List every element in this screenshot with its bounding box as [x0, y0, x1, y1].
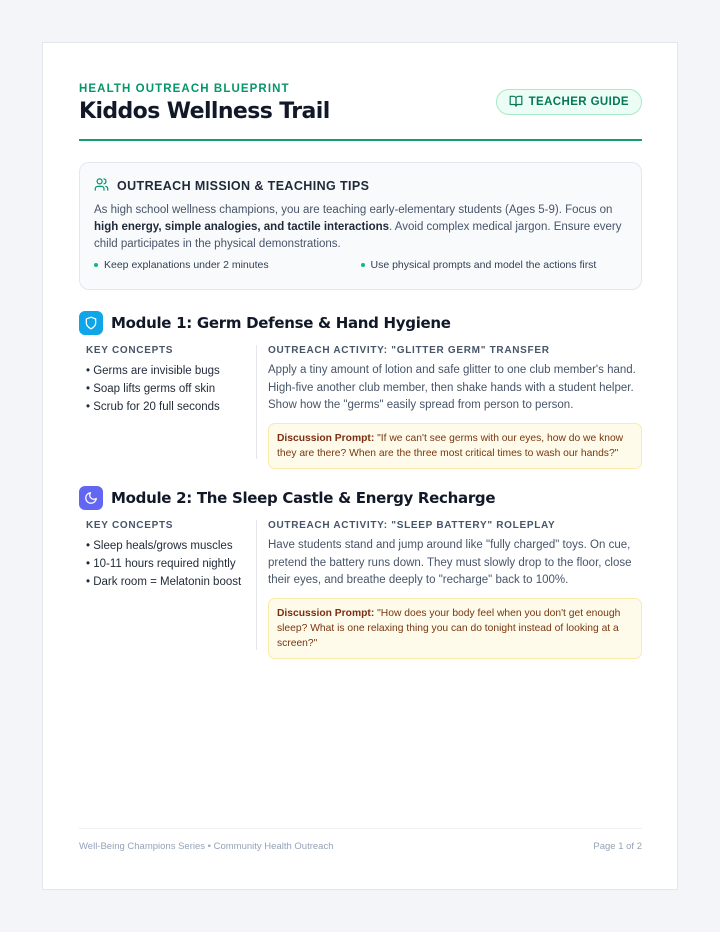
discussion-prompt: [268, 598, 642, 659]
teacher-guide-badge[interactable]: [496, 89, 642, 115]
list-item: • 10-11 hours required nightly: [86, 558, 236, 570]
list-item: • Germs are invisible bugs: [86, 365, 220, 377]
page-title: Kiddos Wellness Trail: [79, 99, 330, 124]
concepts-list: [86, 537, 256, 591]
activity-text: Have students stand and jump around like "fully charged" toys. On cue, pretend the battery runs down. They must slowly drop to the floor, close their eyes, and breathe deeply to "recharge" back to 100%.: [268, 539, 632, 586]
header-divider: [79, 139, 642, 141]
mission-title: OUTREACH MISSION & TEACHING TIPS: [117, 179, 370, 193]
prompt-text: "If we can't see germs with our eyes, how do we know they are there? When are the three most critical times to wash our hands?": [277, 432, 624, 459]
footer-series: Well-Being Champions Series • Community Health Outreach: [79, 841, 334, 852]
prompt-label: Discussion Prompt:: [277, 607, 375, 619]
page-footer: [79, 841, 642, 852]
list-item: • Sleep heals/grows muscles: [86, 540, 233, 552]
concepts-label: KEY CONCEPTS: [86, 520, 174, 531]
document-page: [42, 42, 678, 890]
tips-list: [94, 259, 627, 271]
mission-text-emphasis: high energy, simple analogies, and tactile interactions: [94, 221, 390, 233]
eyebrow-label: HEALTH OUTREACH BLUEPRINT: [79, 83, 290, 95]
activity-column: [257, 520, 642, 659]
module-title: Module 1: Germ Defense & Hand Hygiene: [111, 314, 451, 332]
key-concepts: [79, 345, 257, 459]
list-item: • Dark room = Melatonin boost: [86, 576, 242, 588]
tip-item: [361, 259, 628, 271]
mission-text: [94, 202, 627, 253]
module-title: Module 2: The Sleep Castle & Energy Recharge: [111, 489, 496, 507]
module-heading: [79, 311, 642, 335]
book-icon: [509, 94, 523, 111]
mission-text-part: As high school wellness champions, you are teaching early-elementary students (Ages 5-9). Focus on: [94, 204, 613, 216]
mission-text-part: . Avoid complex medical jargon. Ensure every child participates in the physical demonstrations.: [94, 221, 622, 250]
mission-panel: [79, 162, 642, 290]
tip-item: [94, 259, 361, 271]
footer-divider: [79, 828, 642, 829]
concepts-list: [86, 362, 256, 416]
activity-column: [257, 345, 642, 469]
module-1: [79, 311, 642, 469]
list-item: • Soap lifts germs off skin: [86, 383, 216, 395]
key-concepts: [79, 520, 257, 650]
moon-icon: [79, 486, 103, 510]
mission-heading: [94, 177, 627, 195]
bullet-dot: [361, 263, 365, 267]
activity-label: OUTREACH ACTIVITY: "SLEEP BATTERY" ROLEPLAY: [268, 520, 556, 531]
bullet-dot: [94, 263, 98, 267]
teacher-guide-label: TEACHER GUIDE: [528, 96, 629, 108]
activity-label: OUTREACH ACTIVITY: "GLITTER GERM" TRANSFER: [268, 345, 550, 356]
page-header: [79, 83, 642, 124]
page-number: Page 1 of 2: [593, 841, 642, 852]
list-item: • Scrub for 20 full seconds: [86, 401, 220, 413]
module-body: [79, 345, 642, 469]
module-2: [79, 486, 642, 659]
users-icon: [94, 177, 109, 195]
module-body: [79, 520, 642, 659]
shield-icon: [79, 311, 103, 335]
prompt-label: Discussion Prompt:: [277, 432, 375, 444]
discussion-prompt: [268, 423, 642, 469]
tip-text: Keep explanations under 2 minutes: [104, 259, 269, 271]
activity-text: Apply a tiny amount of lotion and safe glitter to one club member's hand. High-five another club member, then shake hands with a student helper. Show how the "germs" easily spread from person to person.: [268, 364, 636, 411]
module-heading: [79, 486, 642, 510]
concepts-label: KEY CONCEPTS: [86, 345, 174, 356]
prompt-text: "How does your body feel when you don't get enough sleep? What is one relaxing thing you can do tonight instead of looking at a screen?": [277, 607, 621, 649]
tip-text: Use physical prompts and model the actions first: [370, 259, 597, 271]
